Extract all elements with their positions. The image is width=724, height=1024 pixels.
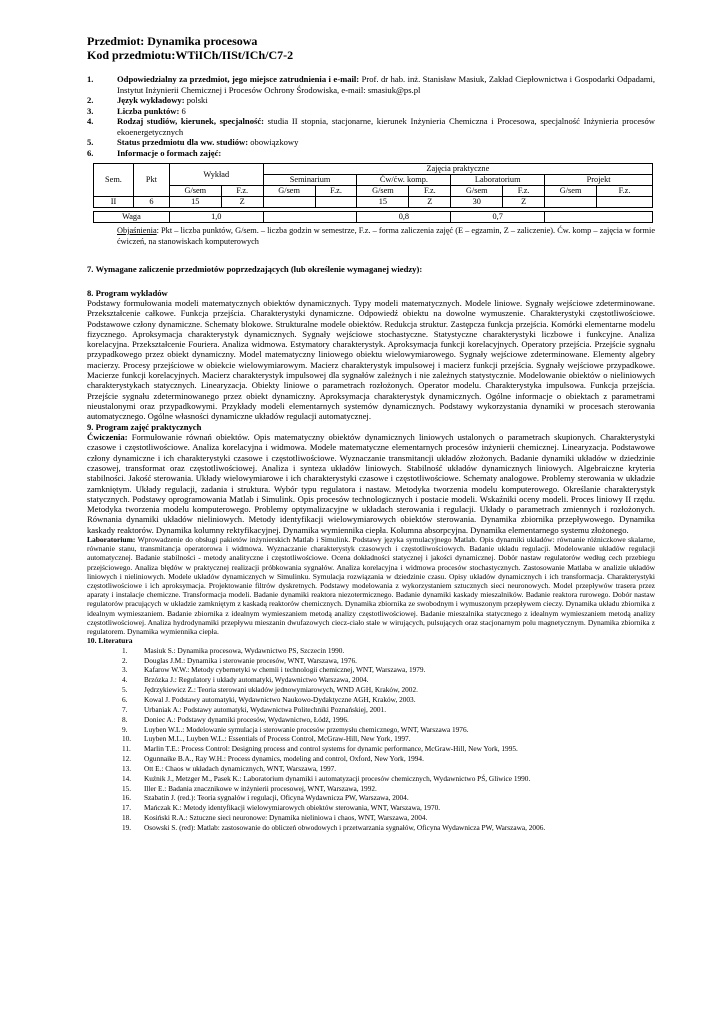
cell-waga-wyklad: 1,0 [169,212,263,223]
subheader-gsem: G/sem [357,186,409,197]
table-row-waga [94,212,653,223]
cell-laboratorium-gsem: 30 [451,197,503,208]
section-9-heading: 9. Program zajęć praktycznych [87,421,202,432]
info-item-status [87,137,655,148]
item-label: Odpowiedzialny za przedmiot, jego miejsce zatrudnienia i e-mail: [117,74,360,84]
header-pkt: Pkt [133,164,169,197]
item-text: Mańczak K.: Metody identyfikacji wielowymiarowych obiektów sterowania, WNT, Warszawa, 1970. [144,803,441,813]
list-item [122,665,655,675]
cell-wyklad-gsem: 15 [169,197,221,208]
section-9-laboratory [87,535,655,636]
header-projekt: Projekt [545,175,653,186]
item-number: 13. [122,763,132,773]
explanation-label: Objaśnienia [117,226,157,235]
cell-seminarium-fz [315,197,357,208]
item-text: Kosiński R.A.: Sztuczne sieci neuronowe: Dynamika nieliniowa i chaos, WNT, Warszawa, 2004. [144,813,428,823]
list-item [122,813,655,823]
item-value: studia II stopnia, stacjonarne, kierunek Inżynieria Chemiczna i Procesowa, specjalność Inżynieria procesów ekoenergetycznych [117,116,655,137]
cell-wyklad-fz: Z [221,197,263,208]
info-item-study-type [87,116,655,137]
item-number: 17. [122,803,132,813]
list-item [122,774,655,784]
subheader-gsem: G/sem [169,186,221,197]
list-item [122,734,655,744]
item-number: 18. [122,813,132,823]
item-number: 7. [122,704,128,714]
item-number: 11. [122,744,131,754]
item-number: 3. [87,105,94,116]
cell-pkt: 6 [133,197,169,208]
item-text: Brzózka J.: Regulatory i układy automatyki, Wydawnictwo Warszawa, 2004. [144,675,369,685]
subject-title: Przedmiot: Dynamika procesowa [87,34,258,48]
info-item-forms [87,148,655,159]
table-explanation [117,226,655,247]
document-page [87,34,655,833]
literature-list [87,646,655,833]
item-number: 16. [122,793,132,803]
item-number: 1. [122,645,128,655]
exercises-label: Ćwiczenia: [87,432,128,443]
item-text: Ott E.: Chaos w układach dynamicznych, WNT, Warszawa, 1997. [144,763,337,773]
cell-waga-projekt [545,212,653,223]
laboratory-text: Wprowadzenie do obsługi pakietów inżynierskich Matlab i Simulink. Podstawy języka symulacyjnego Matlab. Opis dynamiki układów: równanie różniczkowe skalarne, równanie stanu, transmitancja operatorowa i widmowa. Wyznaczanie charakterystyk czasowych i częstotliwościowych. Badanie układu regulacji. Modelowanie układów regulacji automatycznej. Badanie stabilności - metody analityczne i częstotliwościowe. Ocena dokładności statycznej i jakości dynamicznej. Dobór nastaw regulatorów według cech przebiegu przejściowego. Analiza błędów w praktycznej realizacji próbkowania sygnałów. Analiza korelacyjna i widmowa procesów stochastycznych. Zastosowanie Matlaba w analizie układów liniowych i nieliniowych. Modele układów dynamicznych w Simulinku. Symulacja rozwiązania w dziedzinie czasu. Opisy układów dynamicznych i ich transformacja. Charakterystyki częstotliwościowe i ich aproksymacja. Projektowanie filtrów dyskretnych. Podstawy modelowania z wykorzystaniem sztucznych sieci neuronowych. Model przepływów trasera przez aparaty i instalacje chemiczne. Transformacja modeli. Badanie dynamiki reaktora niezotermicznego. Badanie dynamiki kaskady mieszalników. Badanie reaktora rurowego. Dobór nastaw regulatorów pracujących w układzie zamkniętym z kaskadą reaktorów chemicznych. Dynamika zbiornika ze swobodnym i wymuszonym przepływem cieczy. Dynamika układu zbiornika z idealnym wymieszaniem. Badanie zbiornika z idealnym wymieszaniem metodą analizy częstotliwościowej. Badanie mieszalnika statycznego z idealnym wymieszaniem metodą analizy częstotliwościowej. Analiza hydrodynamiki przepływu mieszanin dwufazowych ciecz-ciało stałe w wirujących, pulsujących oraz stacjonarnym polu magnetycznym. Dynamika zbiornika z regulatorem. Dynamika wymiennika ciepła. [87,535,655,637]
section-8-body: Podstawy formułowania modeli matematycznych obiektów dynamicznych. Typy modeli matematycznych. Modele liniowe. Sygnały wejściowe zdeterminowane. Przekształcenie całkowe. Funkcja przejścia. Charakterystyki dynamiczne. Odpowiedź obiektu na dowolne wymuszenie. Charakterystyki częstotliwościowe. Podstawowe człony dynamiczne. Schematy blokowe. Strukturalne modele obiektów. Redukcja struktur. Zastępcza funkcja przejścia. Komórki elementarne modelu fizycznego. Aproksymacja charakterystyk dynamicznych. Sygnały wejściowe stochastyczne. Statystyczne charakterystyki liczbowe i funkcyjne. Analiza korelacyjna. Przekształcenie Fouriera. Analiza widmowa. Estymatory charakterystyk. Aproksymacja funkcji korelacyjnych. Operatory przejścia. Przejście sygnału przypadkowego przez obiekt dynamiczny. Model matematyczny liniowego obiektu wielowymiarowego. Sygnały wejściowe zdeterminowane. Elementy algebry macierzy. Procesy przejściowe w obiekcie wielowymiarowym. Macierz charakterystyk impulsowej i macierz funkcji przejścia. Sygnały wejściowe przypadkowe. Macierze funkcji korelacyjnych. Macierz charakterystyk impulsowej dla sygnałów zależnych i nie zależnych statystycznie. Modelowanie obiektów o nieliniowych charakterystykach statycznych. Linearyzacja. Obiekty liniowe o parametrach rozłożonych. Operator modelu. Charakterystyka impulsowa. Funkcja przejścia. Przejście sygnału zdeterminowanego przez obiekt dynamiczny. Aproksymacja charakterystyk dynamicznych. Ogólne informacje o obiektach z parametrami nieustalonymi oraz przypadkowymi. Przykłady modeli elementarnych systemów dynamicznych. Podstawy wykorzystania dynamiki w procesach sterowania automatycznego. Ogólne własności dynamiczne układów regulacji automatycznej. [87,298,655,422]
list-item [122,725,655,735]
info-item-points [87,106,655,117]
item-number: 14. [122,773,132,783]
item-text: Jędrzykiewicz Z.: Teoria sterowani układów jednowymiarowych, WND AGH, Kraków, 2002. [144,685,418,695]
list-item [122,793,655,803]
item-text: Kowal J. Podstawy automatyki, Wydawnictwo Naukowo-Dydaktyczne AGH, Kraków, 2003. [144,694,416,704]
item-number: 10. [122,734,132,744]
section-7-heading: 7. Wymagane zaliczenie przedmiotów poprzedzających (lub określenie wymaganej wiedzy): [87,264,423,274]
item-text: Kafarow W.W.: Metody cybernetyki w chemii i technologii chemicznej, WNT, Warszawa, 1979. [144,665,426,675]
item-number: 2. [122,655,128,665]
laboratory-label: Laboratorium: [87,535,136,545]
header-zajecia-praktyczne: Zajęcia praktyczne [263,164,652,175]
list-item [122,823,655,833]
cell-cwiczenia-fz: Z [409,197,451,208]
item-label: Status przedmiotu dla ww. studiów: [117,137,249,147]
item-text: Urbaniak A.: Podstawy automatyki, Wydawnictwa Politechniki Poznańskiej, 2001. [144,704,387,714]
item-value: 6 [179,105,186,116]
cell-projekt-fz [597,197,653,208]
item-text: Douglas J.M.: Dynamika i sterowanie procesów, WNT, Warszawa, 1976. [144,655,357,665]
item-text: Szabatin J. (red.): Teoria sygnałów i regulacji, Oficyna Wydawnicza PW, Warszawa, 2004. [144,793,409,803]
cell-cwiczenia-gsem: 15 [357,197,409,208]
subheader-fz: F.z. [503,186,545,197]
item-label: Liczba punktów: [117,105,180,116]
header-laboratorium: Laboratorium [451,175,545,186]
info-item-language [87,95,655,106]
cell-seminarium-gsem [263,197,315,208]
item-number: 19. [122,822,132,832]
subheader-fz: F.z. [221,186,263,197]
item-text: Osowski S. (red): Matlab: zastosowanie do obliczeń obwodowych i przetwarzania sygnałów, Oficyna Wydawnicza PW, Warszawa, 2006. [144,822,546,832]
item-label: Informacje o formach zajęć: [117,147,222,158]
subheader-gsem: G/sem [545,186,597,197]
section-9-exercises [87,432,655,535]
list-item [122,784,655,794]
item-value: obowiązkowy [248,137,299,147]
list-item [122,675,655,685]
header-seminarium: Seminarium [263,175,357,186]
header-sem: Sem. [94,164,134,197]
item-number: 5. [87,137,94,147]
item-number: 12. [122,754,132,764]
item-text: Luyben M.L., Luyben W.L.: Essentials of Process Control, McGraw-Hill, New York, 1997. [144,734,411,744]
table-row [94,197,653,208]
cell-laboratorium-fz: Z [503,197,545,208]
item-number: 8. [122,714,128,724]
cell-waga-label: Waga [94,212,170,223]
info-item-responsible [87,74,655,95]
item-text: Ogunnaike B.A., Ray W.H.: Process dynamics, modeling and control, Oxford, New York, 1994. [144,754,424,764]
item-text: Marlin T.E.: Process Control: Designing process and control systems for dynamic performance, McGraw-Hill, New York, 1995. [144,744,518,754]
subject-code: Kod przedmiotu:WTiICh/IISt/ICh/C7-2 [87,48,294,62]
course-info-list [87,74,655,158]
subheader-fz: F.z. [315,186,357,197]
item-number: 9. [122,724,128,734]
item-text: Iller E.: Badania znacznikowe w inżynierii procesowej, WNT, Warszawa, 1992. [144,783,377,793]
list-item [122,705,655,715]
item-value: polski [184,95,208,105]
item-number: 15. [122,783,132,793]
item-value: Prof. dr hab. inż. Stanisław Masiuk, Zakład Ciepłownictwa i Gospodarki Odpadami, Instytut Inżynierii Chemicznej i Procesów Ochrony Środowiska, e-mail: smasiuk@ps.pl [117,74,656,95]
section-10-heading: 10. Literatura [87,636,133,646]
item-text: Masiuk S.: Dynamika procesowa, Wydawnictwo PS, Szczecin 1990. [144,645,345,655]
item-text: Luyben W.L.: Modelowanie symulacja i sterowanie procesów przemysłu chemicznego, WNT, Warszawa 1976. [144,724,469,734]
class-forms-table [93,163,653,223]
item-number: 1. [87,74,94,84]
list-item [122,695,655,705]
list-item [122,715,655,725]
item-label: Język wykładowy: [117,95,185,105]
item-number: 3. [122,665,128,675]
exercises-text: Formułowanie równań obiektów. Opis matematyczny obiektów dynamicznych liniowych ustalonych o parametrach skupionych. Charakterystyki czasowe i częstotliwościowe. Analiza korelacyjna i widmowa. Modele matematyczne elementarnych procesów inżynierii chemicznej. Linearyzacja. Podstawowe człony dynamiczne i ich charakterystyki czasowe i częstotliwościowe. Wyznaczanie transmitancji układów złożonych. Badanie dynamiki układów w dziedzinie czasowej, transformat oraz częstotliwościowej. Analiza i synteza układów liniowych. Stabilność układów dynamicznych liniowych. Algebraiczne kryteria stabilności. Jakość sterowania. Układy wielowymiarowe i ich charakterystyki czasowe i częstotliwościowe. Schematy analogowe. Problemy sterowania w układzie zamkniętym. Układy regulacji, zadania i struktura. Wybór typu regulatora i nastaw. Metodyka tworzenia modelu komputerowego. Określanie charakterystyk statycznych. Podstawy oprogramowania Matlab i Simulink. Opis procesów technologicznych i postacie modeli. Wskaźniki oceny modeli. Proces liniowy II rzędu. Metodyka tworzenia modelu komputerowego. Problemy optymalizacyjne w układach sterowania i regulacji. Układy o parametrach zmiennych i rozłożonych. Równania dynamiki układów nieliniowych. Metody identyfikacji wielowymiarowych obiektów sterowania. Dynamika zbiornika przepływowego. Dynamika kaskady reaktorów. Dynamika kolumny rektyfikacyjnej. Dynamika wymiennika ciepła. Kolumna absorpcyjna. Dynamika elementarnego systemu złożonego. [87,432,655,535]
list-item [122,685,655,695]
item-number: 5. [122,685,128,695]
list-item [122,764,655,774]
cell-waga-laboratorium: 0,7 [451,212,545,223]
header-wyklad: Wykład [169,164,263,186]
item-text: Doniec A.: Podstawy dynamiki procesów, Wydawnictwo, Łódź, 1996. [144,714,349,724]
subheader-fz: F.z. [597,186,653,197]
item-number: 6. [87,147,94,158]
explanation-text: : Pkt – liczba punktów, G/sem. – liczba godzin w semestrze, F.z. – forma zaliczenia zajęć (E – egzamin, Z – zaliczenie). Ćw. komp – zajęcia w formie ćwiczeń, na stanowiskach komputerowych [117,226,655,246]
section-8-heading: 8. Program wykładów [87,287,168,298]
header-cwiczenia: Ćw/ćw. komp. [357,175,451,186]
cell-waga-seminarium [263,212,357,223]
subheader-fz: F.z. [409,186,451,197]
item-text: Kuźnik J., Metzger M., Pasek K.: Laboratorium dynamiki i automatyzacji procesów chemicznych, Wydawnictwo PŚ, Gliwice 1990. [144,773,531,783]
list-item [122,646,655,656]
list-item [122,656,655,666]
item-number: 6. [122,694,128,704]
item-number: 2. [87,95,94,105]
subheader-gsem: G/sem [263,186,315,197]
item-number: 4. [122,675,128,685]
list-item [122,754,655,764]
cell-projekt-gsem [545,197,597,208]
list-item [122,803,655,813]
subheader-gsem: G/sem [451,186,503,197]
cell-waga-cwiczenia: 0,8 [357,212,451,223]
cell-sem: II [94,197,134,208]
item-label: Rodzaj studiów, kierunek, specjalność: [117,116,265,126]
list-item [122,744,655,754]
item-number: 4. [87,116,94,126]
